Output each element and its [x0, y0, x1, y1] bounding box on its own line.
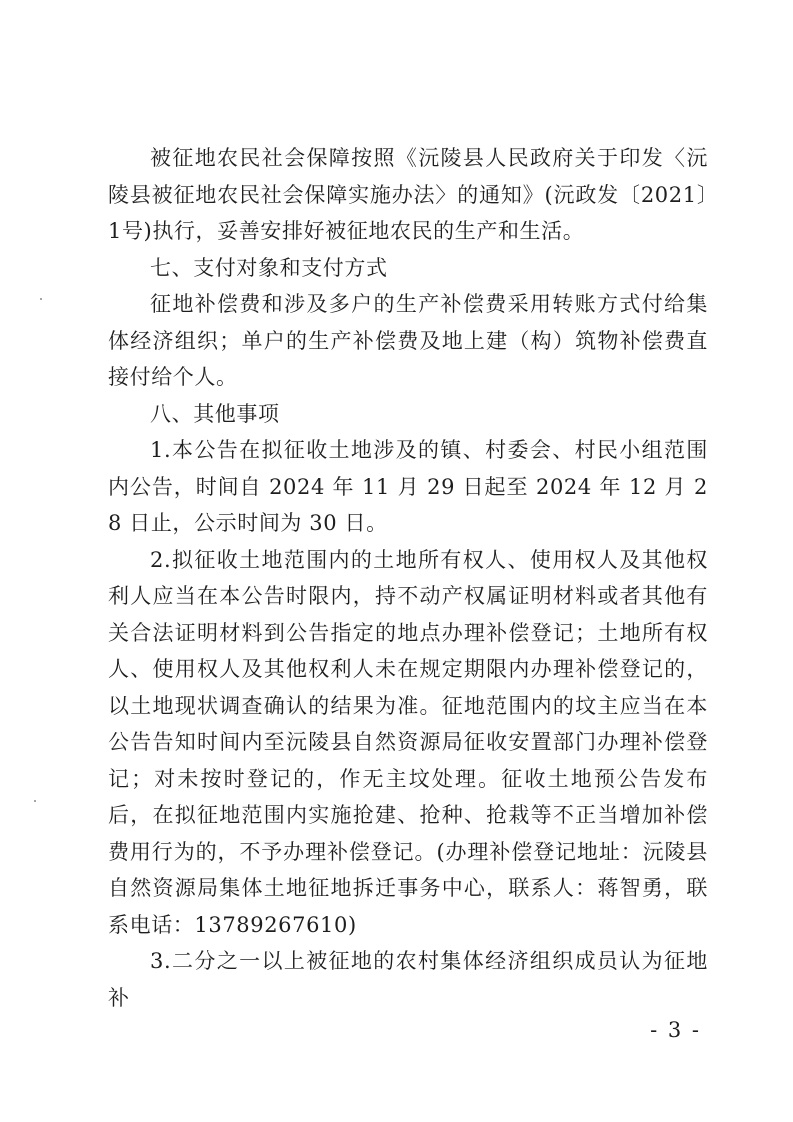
- heading-other-matters: 八、其他事项: [150, 401, 280, 426]
- scan-speck: [34, 800, 36, 802]
- document-body: [108, 140, 708, 1016]
- paragraph-payment-details: 征地补偿费和涉及多户的生产补偿费采用转账方式付给集体经济组织；单户的生产补偿费及地上建（构）筑物补偿费直接付给个人。: [108, 292, 708, 389]
- heading-payment-method: 七、支付对象和支付方式: [150, 255, 388, 280]
- scan-speck: [40, 298, 42, 300]
- paragraph-item-2: 2.拟征收土地范围内的土地所有权人、使用权人及其他权利人应当在本公告时限内，持不动产权属证明材料或者其他有关合法证明材料到公告指定的地点办理补偿登记；土地所有权人、使用权人及其他权利人未在规定期限内办理补偿登记的，以土地现状调查确认的结果为准。征地范围内的坟主应当在本公告告知时间内至沅陵县自然资源局征收安置部门办理补偿登记；对未按时登记的，作无主坟处理。征收土地预公告发布后，在拟征地范围内实施抢建、抢种、抢栽等不正当增加补偿费用行为的，不予办理补偿登记。(办理补偿登记地址：沅陵县自然资源局集体土地征地拆迁事务中心，联系人：蒋智勇，联系电话：13789267610): [108, 547, 708, 937]
- paragraph-item-3: 3.二分之一以上被征地的农村集体经济组织成员认为征地补: [108, 949, 708, 1010]
- paragraph-item-1: 1.本公告在拟征收土地涉及的镇、村委会、村民小组范围内公告，时间自 2024 年 11 月 29 日起至 2024 年 12 月 28 日止，公示时间为 30 日。: [108, 438, 708, 535]
- paragraph-social-security: 被征地农民社会保障按照《沅陵县人民政府关于印发〈沅陵县被征地农民社会保障实施办法〉的通知》(沅政发〔2021〕1号)执行，妥善安排好被征地农民的生产和生活。: [108, 146, 708, 243]
- page-number: - 3 -: [650, 1018, 701, 1042]
